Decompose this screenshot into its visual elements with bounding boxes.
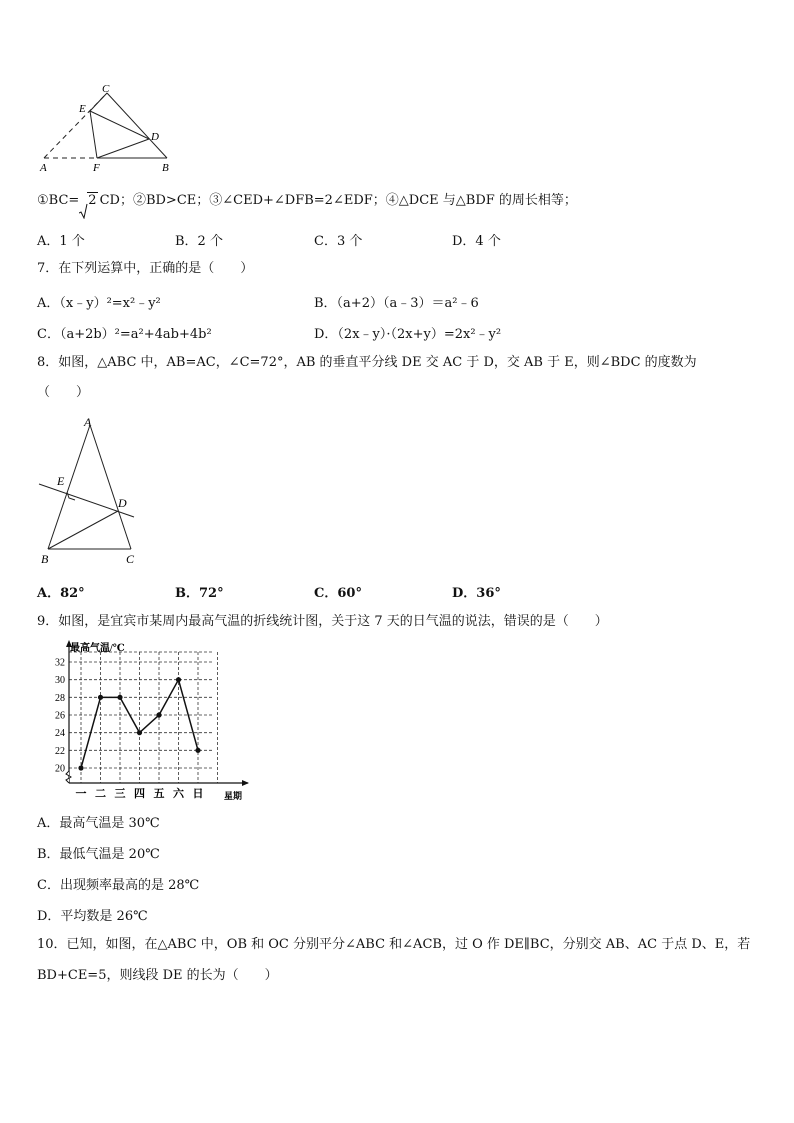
figure-triangle-cedafb [30, 82, 190, 177]
q8-paren: （ ） [37, 385, 90, 400]
y-tick-label: 32 [55, 657, 65, 669]
q7-option-a[interactable]: A．（x﹣y）²=x²﹣y² [37, 296, 161, 311]
q7-option-b[interactable]: B．（a+2）（a﹣3）＝a²﹣6 [314, 296, 479, 311]
q6-statement-pre: ①BC= [37, 193, 80, 208]
label-c: C [126, 552, 135, 566]
x-tick-label: 四 [134, 788, 145, 800]
data-point [156, 712, 161, 717]
q9-option-c[interactable]: C．出现频率最高的是 28℃ [37, 878, 200, 893]
chart-xlabel: 星期 [224, 791, 243, 801]
label-c: C [102, 83, 110, 95]
y-tick-label: 20 [55, 763, 65, 775]
segment-ec [90, 93, 107, 111]
y-tick-label: 26 [55, 710, 65, 722]
data-point [98, 695, 103, 700]
q6-option-d[interactable]: D．4 个 [452, 234, 501, 249]
q8-option-b[interactable]: B．72° [175, 586, 224, 601]
data-point [137, 730, 142, 735]
x-tick-label: 二 [95, 788, 106, 800]
label-d: D [151, 131, 159, 143]
x-tick-label: 三 [114, 788, 126, 800]
q6-option-a[interactable]: A．1 个 [37, 234, 85, 249]
q9-option-a[interactable]: A．最高气温是 30℃ [37, 816, 160, 831]
q6-statement-post: CD；②BD>CE；③∠CED+∠DFB=2∠EDF；④△DCE 与△BDF 的周长相等； [99, 193, 577, 208]
segment-ed [90, 111, 149, 139]
data-point [78, 765, 83, 770]
q6-option-c[interactable]: C．3 个 [314, 234, 363, 249]
label-a: A [84, 415, 92, 429]
label-b: B [41, 552, 49, 566]
q9-option-d[interactable]: D．平均数是 26℃ [37, 909, 148, 924]
x-tick-label: 五 [153, 788, 165, 800]
q8-option-c[interactable]: C．60° [314, 586, 362, 601]
segment-ef [90, 111, 97, 158]
temperature-line-chart [36, 636, 256, 806]
label-b: B [162, 162, 169, 174]
segment-cb [107, 93, 167, 158]
q9-option-b[interactable]: B．最低气温是 20℃ [37, 847, 160, 862]
q6-statements [37, 193, 577, 209]
q8-stem: 8．如图，△ABC 中，AB=AC，∠C=72°，AB 的垂直平分线 DE 交 AC 于 D，交 AB 于 E，则∠BDC 的度数为 [37, 355, 697, 370]
data-point [195, 748, 200, 753]
x-tick-label: 六 [173, 788, 184, 800]
label-a: A [40, 162, 47, 174]
segment-ac [90, 425, 131, 549]
y-tick-label: 28 [55, 692, 65, 704]
segment-fd [97, 139, 149, 158]
q6-statement-sqrt-arg: 2 [88, 193, 97, 208]
q6-option-b[interactable]: B．2 个 [175, 234, 223, 249]
segment-ab [48, 425, 90, 549]
q8-option-d[interactable]: D．36° [452, 586, 501, 601]
q9-stem: 9．如图，是宜宾市某周内最高气温的折线统计图，关于这 7 天的日气温的说法，错误的是（ ） [37, 614, 608, 629]
q10-line2: BD+CE=5，则线段 DE 的长为（ ） [37, 968, 278, 983]
label-d: D [118, 496, 127, 510]
q10-line1: 10．已知，如图，在△ABC 中，OB 和 OC 分别平分∠ABC 和∠ACB，过 O 作 DE∥BC，分别交 AB、AC 于点 D、E，若 [37, 937, 751, 952]
data-point [176, 677, 181, 682]
label-e: E [79, 103, 86, 115]
q7-option-d[interactable]: D．（2x﹣y）·（2x+y）=2x²﹣y² [314, 327, 502, 342]
figure-triangle-abc [30, 413, 155, 573]
q7-stem: 7．在下列运算中，正确的是（ ） [37, 261, 254, 276]
q8-option-a[interactable]: A．82° [37, 586, 85, 601]
data-point [117, 695, 122, 700]
label-e: E [57, 474, 65, 488]
x-tick-label: 日 [192, 788, 204, 800]
y-tick-label: 22 [55, 745, 65, 757]
label-f: F [93, 162, 100, 174]
y-tick-label: 24 [55, 728, 65, 740]
q7-option-c[interactable]: C．（a+2b）²=a²+4ab+4b² [37, 327, 212, 342]
x-axis-arrow [242, 780, 249, 786]
chart-ylabel: 最高气温/℃ [70, 643, 125, 654]
y-tick-label: 30 [55, 675, 65, 687]
x-tick-label: 一 [75, 788, 87, 800]
